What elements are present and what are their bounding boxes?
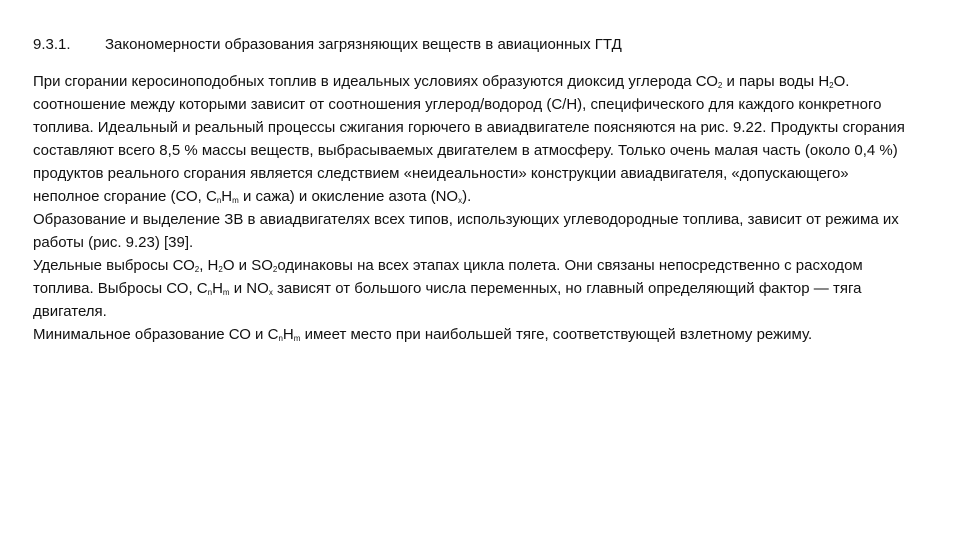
text-run: Н bbox=[282, 326, 294, 343]
paragraph bbox=[33, 323, 913, 346]
subscript: m bbox=[293, 334, 301, 343]
subscript: m bbox=[232, 196, 239, 205]
section-title: Закономерности образования загрязняющих веществ в авиационных ГТД bbox=[105, 36, 622, 53]
subscript: 2 bbox=[194, 265, 200, 274]
text-run: , Н bbox=[199, 257, 219, 274]
text-run: При сгорании керосиноподобных топлив в идеальных условиях образуются диоксид углерода СО bbox=[33, 73, 718, 90]
body-text bbox=[33, 70, 913, 346]
subscript: x bbox=[458, 196, 463, 205]
section-number: 9.3.1. bbox=[33, 36, 71, 53]
subscript: x bbox=[268, 288, 273, 297]
subscript: 2 bbox=[829, 81, 834, 90]
text-run: одинаковы на всех этапах цикла полета. Они связаны непосредственно с расходом топлива. Выбросы СО, С bbox=[33, 257, 863, 297]
slide-content bbox=[33, 34, 913, 346]
subscript: n bbox=[216, 196, 222, 205]
paragraph bbox=[33, 208, 913, 254]
subscript: 2 bbox=[717, 81, 723, 90]
subscript: n bbox=[278, 334, 283, 343]
text-run: Удельные выбросы СО bbox=[33, 257, 195, 274]
subscript: n bbox=[207, 288, 213, 297]
subscript: 2 bbox=[272, 265, 278, 274]
text-run: и сажа) и окисление азота (NO bbox=[238, 188, 459, 205]
paragraph bbox=[33, 70, 913, 208]
subscript: m bbox=[222, 288, 230, 297]
section-heading bbox=[33, 34, 913, 56]
text-run: Минимальное образование СО и С bbox=[33, 326, 279, 343]
text-run: О. соотношение между которыми зависит от соотношения углерод/водород (С/Н), специфического для каждого конкретного топлива. Идеальный и реальный процессы сжигания горючего в авиадвигателе поясняются на рис. 9.22. Продукты сгорания составляют всего 8,5 % массы веществ, выбрасываемых двигателем в атмосферу. Только очень малая часть (около 0,4 %) продуктов реального сгорания является следствием «неидеальности» конструкции авиадвигателя, «допускающего» неполное сгорание (СО, С bbox=[33, 73, 905, 205]
text-run: Н bbox=[212, 280, 223, 297]
text-run: Образование и выделение ЗВ в авиадвигателях всех типов, использующих углеводородные топлива, зависит от режима их работы (рис. 9.23) [39]. bbox=[33, 211, 899, 251]
subscript: 2 bbox=[218, 265, 223, 274]
text-run: ). bbox=[462, 188, 472, 205]
text-run: и NO bbox=[229, 280, 269, 297]
text-run: Н bbox=[221, 188, 233, 205]
text-run: имеет место при наибольшей тяге, соответствующей взлетному режиму. bbox=[300, 326, 813, 343]
text-run: О и SО bbox=[222, 257, 273, 274]
text-run: зависят от большого числа переменных, но главный определяющий фактор — тяга двигателя. bbox=[33, 280, 862, 320]
paragraph bbox=[33, 254, 913, 323]
text-run: и пары воды Н bbox=[722, 73, 830, 90]
